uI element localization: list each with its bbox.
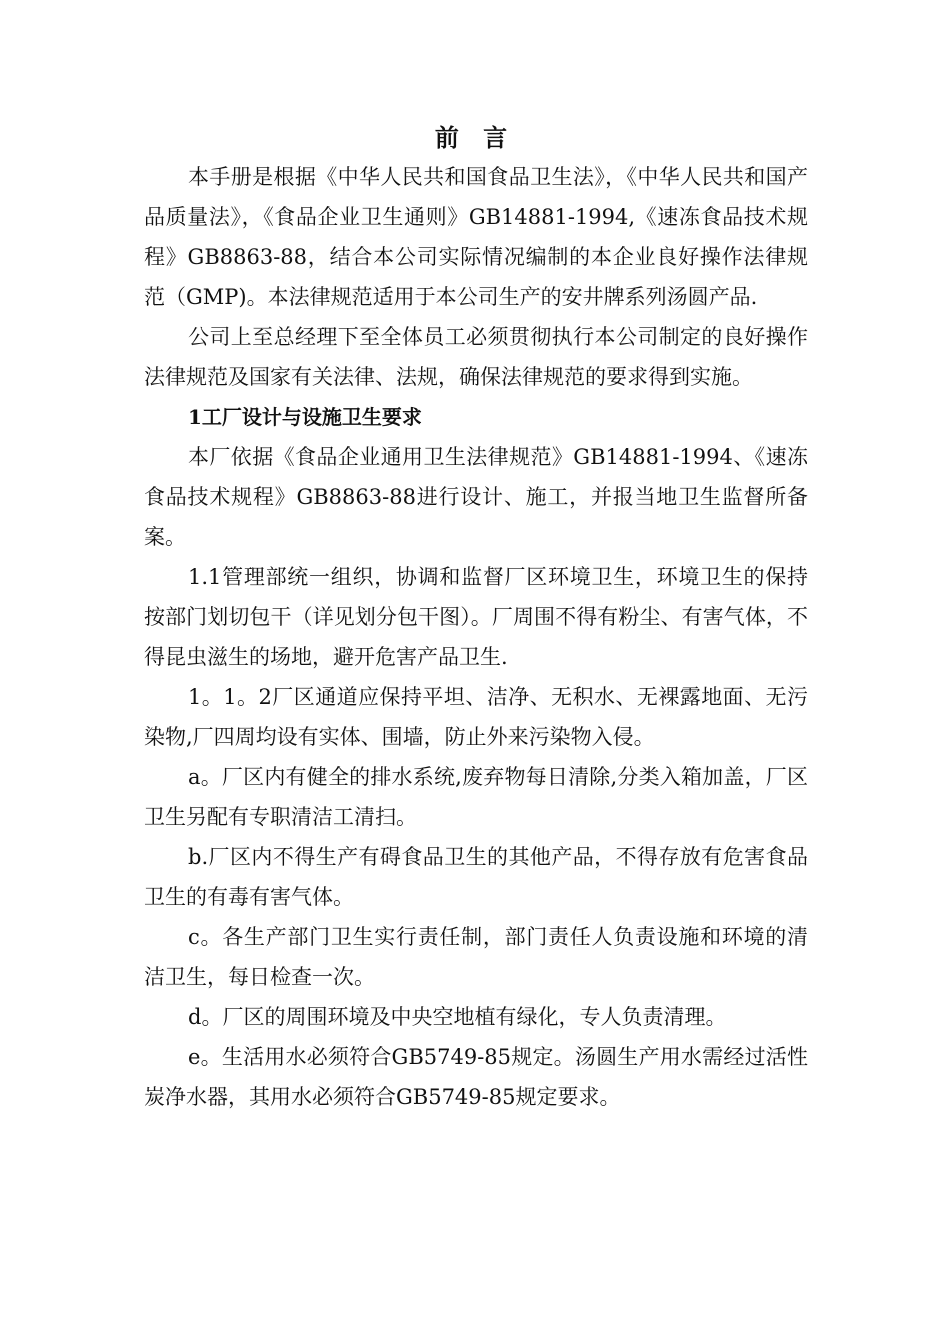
section-heading: 1工厂设计与设施卫生要求 xyxy=(188,405,422,429)
document-title: 前 言 xyxy=(434,123,516,152)
section-paragraph-8: e。生活用水必须符合GB5749-85规定。汤圆生产用水需经过活性炭净水器，其用水必须符合GB5749-85规定要求。 xyxy=(144,1045,808,1109)
preface-paragraph-1: 本手册是根据《中华人民共和国食品卫生法》，《中华人民共和国产品质量法》，《食品企业卫生通则》GB14881-1994,《速冻食品技术规程》GB8863-88，结合本公司实际情况编制的本企业良好操作法律规范（GMP)。本法律规范适用于本公司生产的安井牌系列汤圆产品. xyxy=(144,165,808,309)
section-paragraph-2: 1.1管理部统一组织，协调和监督厂区环境卫生，环境卫生的保持按部门划切包干（详见划分包干图）。厂周围不得有粉尘、有害气体，不得昆虫滋生的场地，避开危害产品卫生. xyxy=(144,565,808,669)
section-paragraph-6: c。各生产部门卫生实行责任制，部门责任人负责设施和环境的清洁卫生，每日检查一次。 xyxy=(144,925,808,989)
section-paragraph-1: 本厂依据《食品企业通用卫生法律规范》GB14881-1994、《速冻食品技术规程》GB8863-88进行设计、施工，并报当地卫生监督所备案。 xyxy=(144,445,808,549)
document-body xyxy=(144,157,808,1117)
section-paragraph-4: a。厂区内有健全的排水系统,废弃物每日清除,分类入箱加盖，厂区卫生另配有专职清洁工清扫。 xyxy=(144,765,808,829)
section-paragraph-5: b.厂区内不得生产有碍食品卫生的其他产品，不得存放有危害食品卫生的有毒有害气体。 xyxy=(144,845,808,909)
preface-paragraph-2: 公司上至总经理下至全体员工必须贯彻执行本公司制定的良好操作法律规范及国家有关法律、法规，确保法律规范的要求得到实施。 xyxy=(144,325,808,389)
section-paragraph-7: d。厂区的周围环境及中央空地植有绿化，专人负责清理。 xyxy=(188,1005,727,1029)
section-paragraph-3: 1。1。2厂区通道应保持平坦、洁净、无积水、无裸露地面、无污染物,厂四周均设有实体、围墙，防止外来污染物入侵。 xyxy=(144,685,808,749)
